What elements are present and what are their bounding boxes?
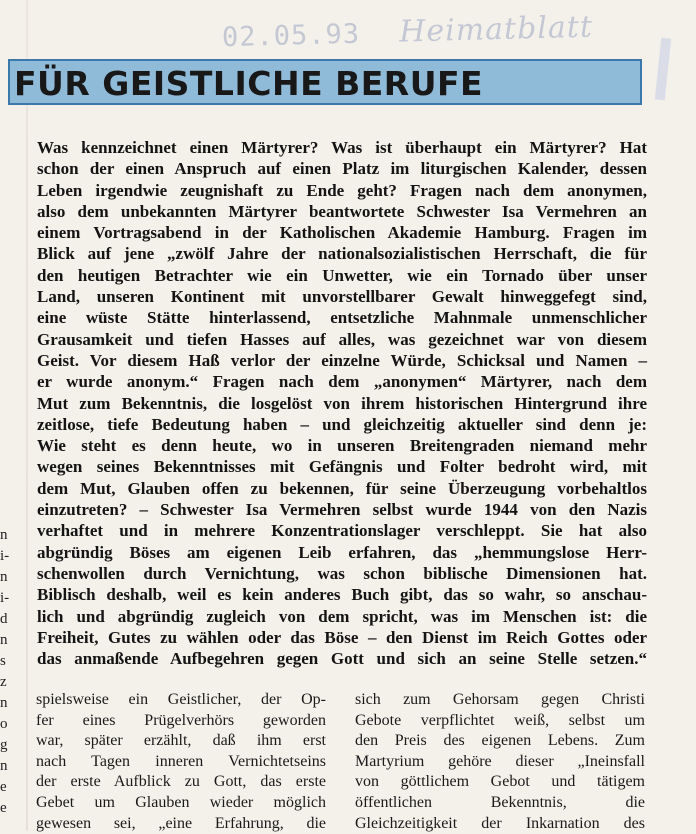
column-line: Martyrium gehöre dieser „Ineinsfall — [355, 752, 645, 770]
column-line: Gleichzeitigkeit der Inkarnation des — [355, 814, 645, 832]
banner-title: FÜR GEISTLICHE BERUFE — [14, 64, 484, 103]
left-fragment-char: o — [0, 716, 8, 732]
left-fragment-char: g — [0, 737, 8, 753]
left-fragment-char: n — [0, 527, 8, 543]
intro-line: eine wüste Stätte hinterlassend, entsetzliche Mahnmale unmenschlicher — [37, 308, 647, 328]
intro-line: Blick auf jene „zwölf Jahre der nationalsozialistischen Herrschaft, die für — [37, 244, 647, 264]
body-column-right — [355, 690, 645, 834]
intro-line: schenwollen durch Vernichtung, was schon biblische Dimensionen hat. — [37, 563, 647, 583]
intro-line: einzutreten? – Schwester Isa Vermehren selbst wurde 1944 von den Nazis — [37, 500, 647, 520]
date-stamp — [222, 9, 623, 59]
left-fragment-char: n — [0, 695, 8, 711]
stamp-source: Heimatblatt — [398, 9, 594, 50]
column-line: der erste Aufblick zu Gott, das erste — [36, 773, 326, 791]
column-line: nach Tagen inneren Vernichtetseins — [36, 752, 326, 770]
left-fragment-char: s — [0, 653, 6, 669]
column-line: Gebet um Glauben wieder möglich — [36, 793, 326, 811]
intro-line: Land, unseren Kontinent mit unvorstellbarer Gewalt hinweggefegt sind, — [37, 287, 647, 307]
paper-crease — [26, 0, 28, 831]
intro-line: das anmaßende Aufbegehren gegen Gott und sich an seine Stelle setzen.“ — [37, 649, 647, 669]
column-line: den Preis des eigenen Lebens. Zum — [355, 732, 645, 750]
column-line: war, später erzählt, daß ihm erst — [36, 732, 326, 750]
column-line: fer eines Prügelverhörs geworden — [36, 711, 326, 729]
left-fragment-char: n — [0, 569, 8, 585]
section-banner — [8, 59, 642, 105]
intro-line: Wie steht es denn heute, wo in unseren Breitengraden niemand mehr — [37, 436, 647, 456]
intro-line: Biblisch deshalb, weil es kein anderes Buch gibt, das so wahr, so anschau- — [37, 585, 647, 605]
intro-line: einem Vortragsabend in der Katholischen Akademie Hamburg. Fragen im — [37, 223, 647, 243]
intro-line: er wurde anonym.“ Fragen nach dem „anonymen“ Märtyrer, nach dem — [37, 372, 647, 392]
intro-line: verhaftet und in mehrere Konzentrationslager verschleppt. Sie hat also — [37, 521, 647, 541]
intro-line: lich und abgründig zugleich von dem spricht, was im Menschen ist: die — [37, 606, 647, 626]
margin-mark — [655, 38, 671, 101]
left-fragment-char: n — [0, 758, 8, 774]
intro-line: den heutigen Betrachter wie ein Unwetter, wie ein Tornado über unser — [37, 265, 647, 285]
column-line: sich zum Gehorsam gegen Christi — [355, 691, 645, 708]
column-line: von göttlichem Gebot und tätigem — [355, 773, 645, 791]
column-line: spielsweise ein Geistlicher, der Op- — [36, 691, 326, 708]
stamp-date: 02.05.93 — [221, 18, 361, 54]
left-column-fragment — [0, 525, 14, 819]
left-fragment-char: d — [0, 611, 8, 627]
left-fragment-char: e — [0, 779, 7, 795]
body-column-left — [36, 690, 326, 834]
left-fragment-char: z — [0, 674, 7, 690]
left-fragment-char: i- — [0, 548, 10, 564]
intro-line: abgründig Böses am eigenen Leib erfahren, das „hemmungslose Herr- — [37, 542, 647, 562]
intro-line: Was kennzeichnet einen Märtyrer? Was ist überhaupt ein Märtyrer? Hat — [37, 138, 647, 157]
intro-paragraph — [37, 137, 647, 669]
left-fragment-char: e — [0, 800, 7, 816]
intro-line: Leben irgendwie zeugnishaft zu Ende geht? Fragen nach dem anonymen, — [37, 180, 647, 200]
column-line: gewesen sei, „eine Erfahrung, die — [36, 814, 326, 832]
column-line: Gebote verpflichtet weiß, selbst um — [355, 711, 645, 729]
intro-line: Mut zum Bekenntnis, die losgelöst von ihrem historischen Hintergrund ihre — [37, 393, 647, 413]
intro-line: Grausamkeit und tiefen Hasses auf alles, was gezeichnet war von diesem — [37, 329, 647, 349]
intro-line: wegen seines Bekenntnisses mit Gefängnis und Folter bedroht wird, mit — [37, 457, 647, 477]
intro-line: dem Mut, Glauben offen zu bekennen, für seine Überzeugung vorbehaltlos — [37, 478, 647, 498]
intro-line: Freiheit, Gutes zu wählen oder das Böse – den Dienst im Reich Gottes oder — [37, 627, 647, 647]
intro-line: also dem unbekannten Märtyrer beantwortete Schwester Isa Vermehren an — [37, 201, 647, 221]
intro-line: Geist. Vor diesem Haß verlor der einzelne Würde, Schicksal und Namen – — [37, 350, 647, 370]
intro-line: schon der einen Anspruch auf einen Platz im liturgischen Kalender, dessen — [37, 159, 647, 179]
left-fragment-char: i- — [0, 590, 10, 606]
intro-line: zeitlose, tiefe Bedeutung haben – und gleichzeitig aktueller sind denn je: — [37, 414, 647, 434]
left-fragment-char: n — [0, 632, 8, 648]
column-line: öffentlichen Bekenntnis, die — [355, 793, 645, 811]
